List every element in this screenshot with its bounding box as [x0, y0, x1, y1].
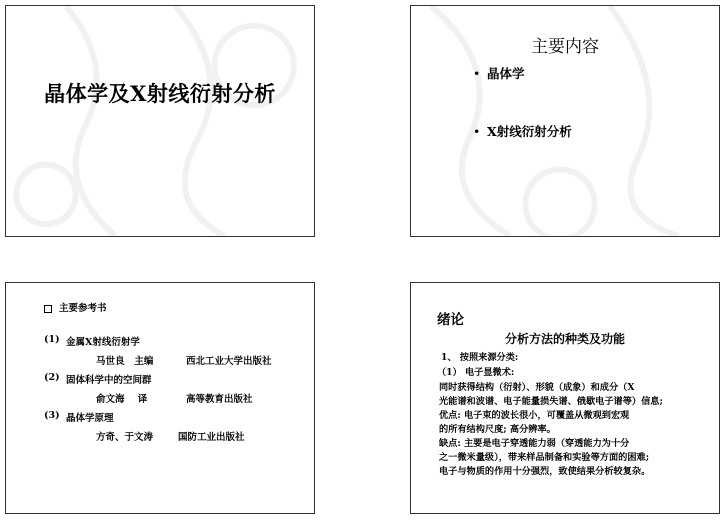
bullet-item	[473, 122, 572, 140]
book-title: 金属X射线衍射学	[66, 337, 140, 348]
slide-1	[5, 5, 315, 237]
body-line: 1、 按照来源分类:	[441, 352, 519, 363]
references-heading	[44, 300, 107, 314]
bullet-item	[473, 64, 525, 82]
slide-3	[5, 282, 315, 514]
body-line: 之一微米量级），带来样品制备和实验等方面的困难;	[439, 452, 650, 463]
slide-4-subtitle: 分析方法的种类及功能	[504, 332, 625, 346]
book-author: 方奇、于文涛	[96, 432, 154, 443]
slide-1-title: 晶体学及X射线衍射分析	[44, 81, 276, 106]
book-publisher: 西北工业大学出版社	[186, 356, 272, 367]
slide-4-title: 绪论	[437, 312, 464, 328]
bullet-text: 晶体学	[487, 66, 525, 81]
book-number: (3)	[44, 410, 60, 421]
body-line: 电子与物质的作用十分强烈，致使结果分析较复杂。	[439, 466, 651, 477]
body-line: 光能谱和波谱、电子能量损失谱、俄歇电子谱等）信息;	[439, 396, 663, 407]
book-author: 马世良 主编	[96, 356, 154, 367]
slide-4	[410, 282, 720, 514]
body-line: 同时获得结构（衍射）、形貌（成象）和成分（X	[439, 382, 635, 393]
bullet-dot-icon: •	[473, 124, 481, 139]
book-number: (1)	[44, 334, 60, 345]
slide-2	[410, 5, 720, 237]
body-line: （1） 电子显微术:	[437, 367, 515, 378]
body-line: 缺点: 主要是电子穿透能力弱（穿透能力为十分	[439, 438, 630, 449]
book-title: 晶体学原理	[66, 413, 114, 424]
book-number: (2)	[44, 372, 60, 383]
book-publisher: 高等教育出版社	[186, 394, 253, 405]
square-bullet-icon	[44, 305, 52, 313]
bullet-dot-icon: •	[473, 66, 481, 81]
book-author: 俞文海 译	[96, 394, 148, 405]
bullet-text: X射线衍射分析	[487, 124, 572, 139]
body-line: 的所有结构尺度; 高分辨率。	[439, 424, 556, 435]
book-title: 固体科学中的空间群	[66, 375, 152, 386]
book-publisher: 国防工业出版社	[178, 432, 245, 443]
references-heading-text: 主要参考书	[59, 303, 107, 314]
body-line: 优点: 电子束的波长很小，可覆盖从微观到宏观	[439, 410, 630, 421]
slide-2-title: 主要内容	[531, 37, 599, 57]
background-decoration	[6, 6, 314, 236]
